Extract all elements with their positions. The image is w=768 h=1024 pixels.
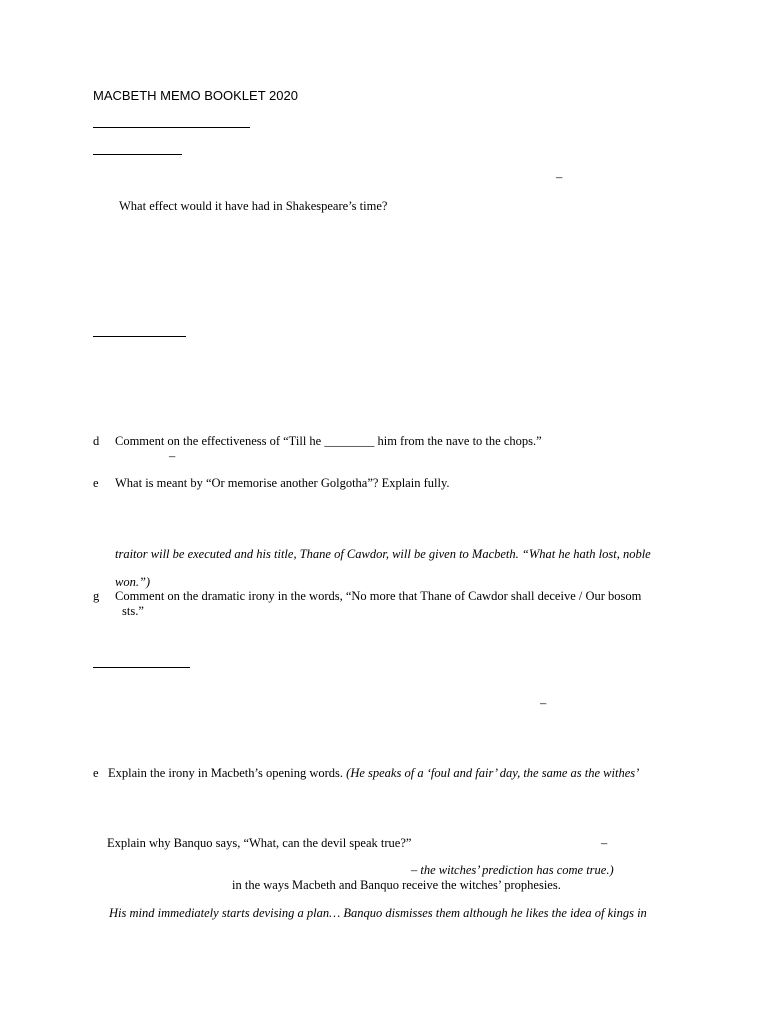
question-text-start: Comment on the effectiveness of “Till he	[115, 434, 322, 448]
answer-text: (He speaks of a ‘foul and fair’ day, the same as the withes’	[346, 766, 640, 780]
question-text-end: him from the nave to the chops.”	[377, 434, 542, 448]
question-label: e	[93, 766, 99, 780]
question-text: sts.”	[122, 604, 144, 618]
question-text: Explain why Banquo says, “What, can the devil speak true?”	[107, 836, 412, 850]
question-text: What effect would it have had in Shakespeare’s time?	[119, 199, 388, 213]
question-label: d	[93, 434, 100, 448]
question-label: e	[93, 476, 99, 490]
dash-mark: –	[601, 836, 608, 850]
heading-underline-3	[93, 336, 186, 337]
question-text: in the ways Macbeth and Banquo receive the witches’ prophesies.	[232, 878, 561, 892]
question-label: g	[93, 589, 100, 603]
dash-mark: –	[556, 170, 563, 184]
heading-underline-4	[93, 667, 190, 668]
document-title: MACBETH MEMO BOOKLET 2020	[93, 88, 298, 103]
heading-underline-1	[93, 127, 250, 128]
question-text-start: Explain the irony in Macbeth’s opening words.	[108, 766, 344, 780]
answer-text: won.”)	[115, 575, 151, 589]
question-blank: ________	[324, 434, 375, 448]
heading-underline-2	[93, 154, 182, 155]
question-text	[115, 435, 542, 448]
dash-mark: –	[540, 696, 547, 710]
question-text: What is meant by “Or memorise another Golgotha”? Explain fully.	[115, 476, 450, 490]
question-text	[108, 767, 639, 780]
answer-text: traitor will be executed and his title, Thane of Cawdor, will be given to Macbeth. “What he hath lost, noble	[115, 547, 651, 561]
question-text: Comment on the dramatic irony in the words, “No more that Thane of Cawdor shall deceive / Our bosom	[115, 589, 642, 603]
answer-text: His mind immediately starts devising a plan… Banquo dismisses them although he likes the idea of kings in	[109, 906, 647, 920]
dash-mark: –	[169, 449, 176, 463]
answer-text: – the witches’ prediction has come true.)	[411, 863, 614, 877]
